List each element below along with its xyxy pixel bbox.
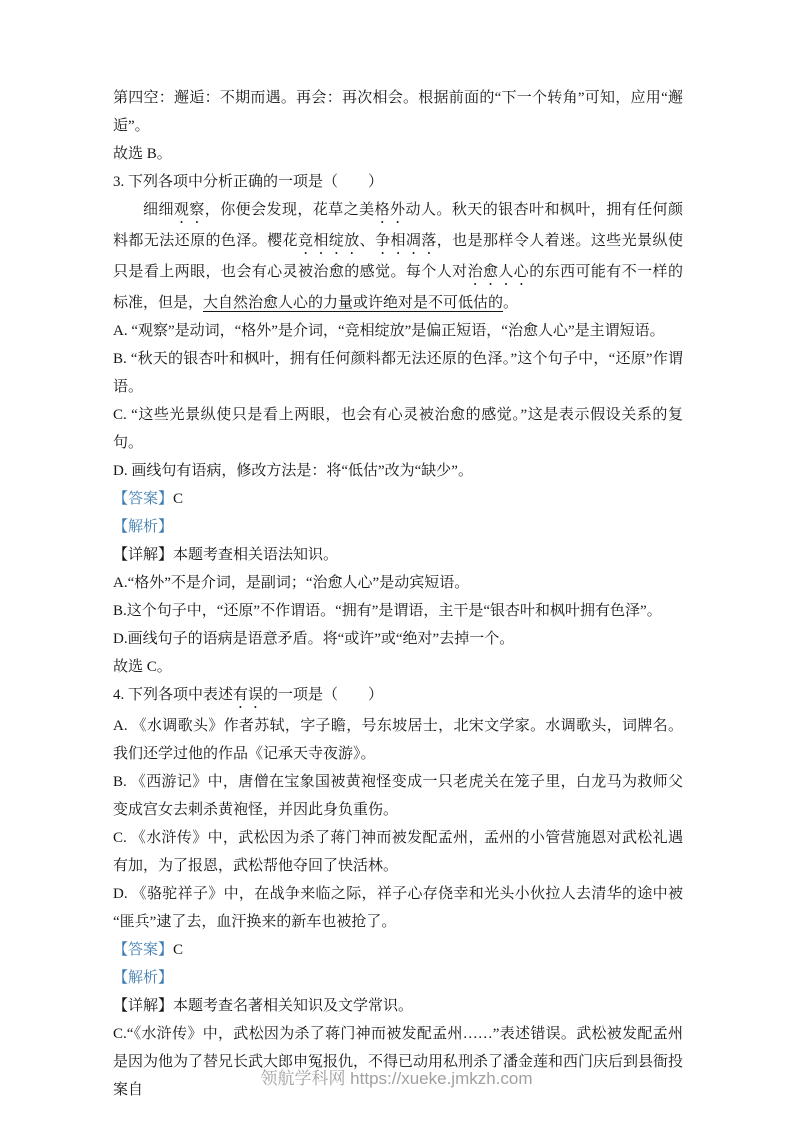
emphasized-text: 观察	[173, 202, 205, 218]
question-3-stem	[113, 168, 683, 196]
question-3-analysis-b	[113, 597, 683, 625]
text-segment: 第四空：邂逅：不期而遇。再会：再次相会。根据前面的“下一个转角”可知，应用“邂逅”。	[113, 90, 683, 134]
text-segment: C	[173, 942, 184, 958]
text-segment: A. “观察”是动词，“格外”是介词，“竞相绽放”是偏正短语，“治愈人心”是主谓短语。	[113, 323, 665, 339]
question-4-option-c	[113, 824, 683, 880]
text-segment: B. “秋天的银杏叶和枫叶，拥有任何颜料都无法还原的色泽。”这个句子中，“还原”作谓语。	[113, 351, 683, 395]
watermark-footer	[0, 1064, 793, 1089]
text-segment: D. 《骆驼祥子》中，在战争来临之际，祥子心存侥幸和光头小伙拉人去清华的途中被“匪兵”逮了去，血汗换来的新车也被抢了。	[113, 886, 683, 930]
emphasized-text: 格外	[374, 202, 406, 218]
question-3-analysis-d	[113, 625, 683, 653]
text-segment: B. 《西游记》中，唐僧在宝象国被黄袍怪变成一只老虎关在笼子里，白龙马为救师父变成宫女去刺杀黄袍怪，并因此身负重伤。	[113, 774, 683, 818]
text-segment: B.这个句子中，“还原”不作谓语。“拥有”是谓语，主干是“银杏叶和枫叶拥有色泽”。	[113, 603, 662, 619]
q2-conclusion	[113, 140, 683, 168]
text-segment: 动人。秋天的银杏叶和枫叶，拥有任何颜料都无法还原的色泽。樱花	[113, 202, 683, 249]
text-segment: 故选 C。	[113, 659, 172, 675]
text-segment: 、	[359, 233, 376, 249]
text-segment: C.“《水浒传》中，武松因为杀了蒋门神而被发配孟州……”表述错误。武松被发配孟州是因为他为了替兄长武大郎申冤报仇，不得已动用私刑杀了潘金莲和西门庆后到县衙投案自	[113, 1026, 684, 1098]
question-3-option-a	[113, 317, 683, 345]
emphasized-text: 有误	[233, 687, 264, 703]
text-segment: 3. 下列各项中分析正确的一项是（ ）	[113, 174, 384, 190]
text-segment: C. “这些光景纵使只是看上两眼，也会有心灵被治愈的感觉。”这是表示假设关系的复句。	[113, 407, 683, 451]
question-3-detail-header	[113, 541, 683, 569]
text-segment: 。	[503, 295, 519, 311]
question-4-analysis-c	[113, 1020, 683, 1104]
question-3-jiexi-label	[113, 513, 683, 541]
question-4-option-d	[113, 880, 683, 936]
question-3-option-b	[113, 345, 683, 401]
text-segment: ，也是那样令人着迷。这些光景纵使只是看上两眼，也会有心灵被治愈的感觉。每个人对	[113, 233, 683, 280]
question-4-detail-header	[113, 992, 683, 1020]
question-3-passage	[113, 196, 683, 317]
text-segment: D. 画线句有语病，修改方法是：将“低估”改为“缺少”。	[113, 463, 473, 479]
text-segment: 细细	[143, 202, 174, 218]
text-segment: A. 《水调歌头》作者苏轼，字子瞻，号东坡居士，北宋文学家。水调歌头，词牌名。我们还学过他的作品《记承天寺夜游》。	[113, 718, 683, 762]
question-3-conclusion	[113, 653, 683, 681]
emphasized-text: 【解析】	[113, 970, 174, 986]
text-segment: D.画线句子的语病是语意矛盾。将“或许”或“绝对”去掉一个。	[113, 631, 515, 647]
document-body	[113, 84, 683, 1104]
emphasized-text: 竞相绽放	[297, 233, 360, 249]
text-segment: 【详解】本题考查相关语法知识。	[113, 547, 339, 563]
question-4-jiexi-label	[113, 964, 683, 992]
emphasized-text: 治愈人心	[467, 264, 530, 280]
text-segment: 【详解】本题考查名著相关知识及文学常识。	[113, 998, 414, 1014]
question-4-option-a	[113, 712, 683, 768]
question-3-analysis-a	[113, 569, 683, 597]
q2-explanation-line	[113, 84, 683, 140]
emphasized-text: 【答案】	[113, 491, 174, 507]
text-segment: ，你便会发现，花草之美	[204, 202, 375, 218]
question-3-answer	[113, 485, 683, 513]
emphasized-text: 【解析】	[113, 519, 174, 535]
text-segment: A.“格外”不是介词，是副词；“治愈人心”是动宾短语。	[113, 575, 470, 591]
question-4-option-b	[113, 768, 683, 824]
watermark-text: 领航学科网 https://xueke.jmkzh.com	[260, 1069, 533, 1088]
text-segment: C. 《水浒传》中，武松因为杀了蒋门神而被发配孟州，孟州的小管营施恩对武松礼遇有加，为了报恩，武松帮他夺回了快活林。	[113, 830, 683, 874]
text-segment: 的一项是（ ）	[263, 687, 384, 703]
emphasized-text: 争相凋落	[375, 233, 437, 249]
emphasized-text: 【答案】	[113, 942, 174, 958]
text-segment: 4. 下列各项中表述	[113, 687, 234, 703]
question-3-option-c	[113, 401, 683, 457]
question-3-option-d	[113, 457, 683, 485]
emphasized-text: 大自然治愈人心的力量或许绝对是不可低估的	[203, 295, 504, 311]
text-segment: 的东西可能有不一样的标准，但是，	[113, 264, 683, 311]
text-segment: 故选 B。	[113, 146, 172, 162]
question-4-stem	[113, 681, 683, 712]
question-4-answer	[113, 936, 683, 964]
text-segment: C	[173, 491, 184, 507]
